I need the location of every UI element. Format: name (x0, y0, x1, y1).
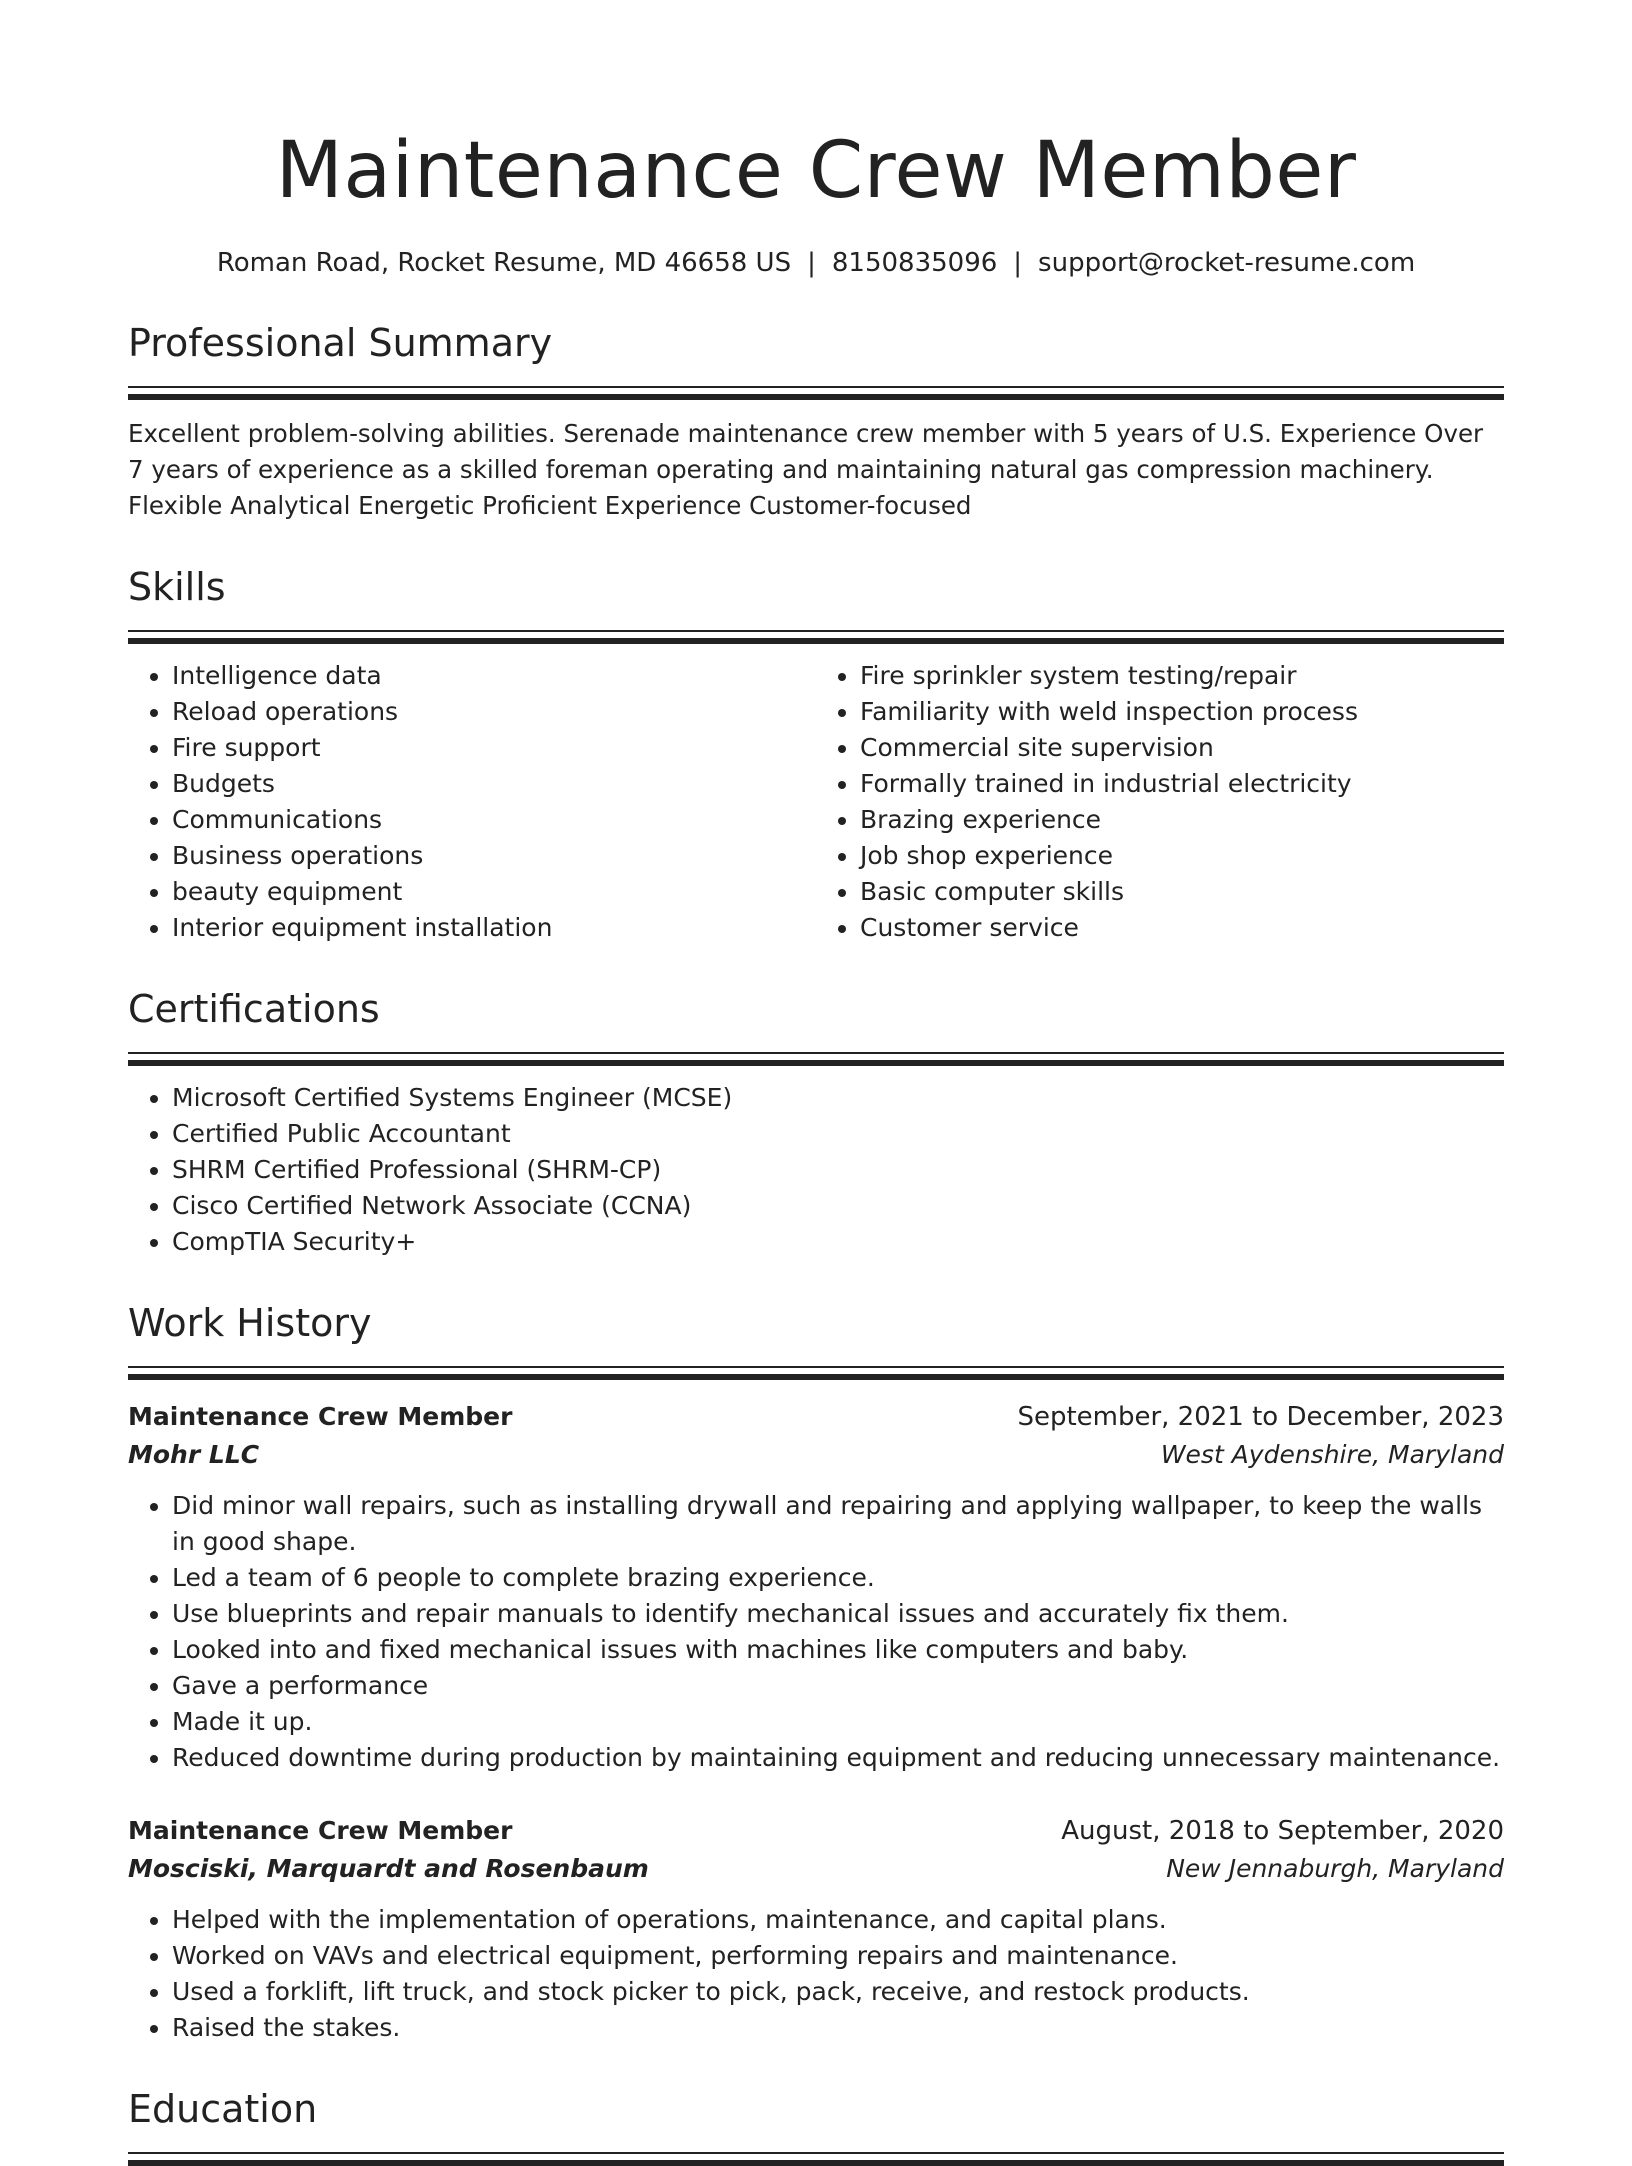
job-duty-item: • Led a team of 6 people to complete brazing experience. (172, 1560, 1504, 1596)
skill-item: • Fire sprinkler system testing/repair (860, 658, 1504, 694)
section-heading-education: Education (128, 2087, 318, 2131)
skill-item: • Intelligence data (172, 658, 816, 694)
skills-section (128, 564, 1504, 946)
resume-title: Maintenance Crew Member (275, 126, 1357, 216)
section-heading-skills: Skills (128, 565, 226, 609)
job-company: Mosciski, Marquardt and Rosenbaum (128, 1854, 649, 1883)
job-duty-item: • Used a forklift, lift truck, and stock picker to pick, pack, receive, and restock products. (172, 1974, 1504, 2010)
skill-item: • Reload operations (172, 694, 816, 730)
job-duties-list (128, 1488, 1504, 1776)
certification-item: • SHRM Certified Professional (SHRM-CP) (172, 1152, 1504, 1188)
skill-item: • Customer service (860, 910, 1504, 946)
skill-item: • Fire support (172, 730, 816, 766)
job-duty-item: • Helped with the implementation of operations, maintenance, and capital plans. (172, 1902, 1504, 1938)
skill-item: • Budgets (172, 766, 816, 802)
section-divider (128, 386, 1504, 400)
contact-line (128, 246, 1504, 280)
skill-item: • Brazing experience (860, 802, 1504, 838)
job-duty-item: • Use blueprints and repair manuals to identify mechanical issues and accurately fix them. (172, 1596, 1504, 1632)
skill-item: • Business operations (172, 838, 816, 874)
section-heading-work-history: Work History (128, 1301, 372, 1345)
section-divider (128, 2152, 1504, 2166)
contact-separator: | (1013, 248, 1023, 278)
job-company: Mohr LLC (128, 1440, 260, 1469)
job-duty-item: • Gave a performance (172, 1668, 1504, 1704)
skills-columns (128, 644, 1504, 946)
section-heading-summary: Professional Summary (128, 321, 553, 365)
skill-item: • Communications (172, 802, 816, 838)
skill-item: • Job shop experience (860, 838, 1504, 874)
certification-item: • Certified Public Accountant (172, 1116, 1504, 1152)
job-title: Maintenance Crew Member (128, 1402, 513, 1431)
skill-item: • Formally trained in industrial electricity (860, 766, 1504, 802)
contact-email: support@rocket-resume.com (1038, 248, 1416, 278)
section-divider (128, 1366, 1504, 1380)
job-duty-item: • Made it up. (172, 1704, 1504, 1740)
job-title: Maintenance Crew Member (128, 1816, 513, 1845)
job-location: West Aydenshire, Maryland (1160, 1440, 1504, 1469)
job-location: New Jennaburgh, Maryland (1166, 1854, 1504, 1883)
job-entry (128, 1812, 1504, 2046)
job-duty-item: • Reduced downtime during production by maintaining equipment and reducing unnecessary maintenance. (172, 1740, 1504, 1776)
certification-item: • Microsoft Certified Systems Engineer (MCSE) (172, 1080, 1504, 1116)
job-duty-item: • Did minor wall repairs, such as installing drywall and repairing and applying wallpaper, to keep the walls in good shape. (172, 1488, 1504, 1560)
skill-item: • beauty equipment (172, 874, 816, 910)
certifications-section (128, 986, 1504, 1260)
certification-item: • Cisco Certified Network Associate (CCNA) (172, 1188, 1504, 1224)
section-heading-certifications: Certifications (128, 987, 380, 1031)
section-divider (128, 630, 1504, 644)
job-duty-item: • Raised the stakes. (172, 2010, 1504, 2046)
summary-section (128, 320, 1504, 524)
education-section (128, 2086, 1504, 2166)
skill-item: • Basic computer skills (860, 874, 1504, 910)
contact-phone: 8150835096 (831, 248, 998, 278)
certifications-list (128, 1080, 1504, 1260)
work-history-section (128, 1300, 1504, 2046)
job-dates: August, 2018 to September, 2020 (1061, 1816, 1504, 1846)
skill-item: • Familiarity with weld inspection process (860, 694, 1504, 730)
skill-item: • Commercial site supervision (860, 730, 1504, 766)
job-entry (128, 1398, 1504, 1776)
skill-item: • Interior equipment installation (172, 910, 816, 946)
job-header-row (128, 1812, 1504, 1850)
skills-list-right (816, 658, 1504, 946)
job-duties-list (128, 1902, 1504, 2046)
job-company-row (128, 1436, 1504, 1474)
summary-text: Excellent problem-solving abilities. Serenade maintenance crew member with 5 years of U.S. Experience Over 7 years of experience as a skilled foreman operating and maintaining natural gas compression machinery. Flexible Analytical Energetic Proficient Experience Customer-focused (128, 419, 1484, 520)
job-duty-item: • Worked on VAVs and electrical equipment, performing repairs and maintenance. (172, 1938, 1504, 1974)
job-dates: September, 2021 to December, 2023 (1017, 1402, 1504, 1432)
certification-item: • CompTIA Security+ (172, 1224, 1504, 1260)
contact-address: Roman Road, Rocket Resume, MD 46658 US (216, 248, 792, 278)
job-duty-item: • Looked into and fixed mechanical issues with machines like computers and baby. (172, 1632, 1504, 1668)
section-divider (128, 1052, 1504, 1066)
job-company-row (128, 1850, 1504, 1888)
skills-list-left (128, 658, 816, 946)
contact-separator: | (807, 248, 816, 278)
job-header-row (128, 1398, 1504, 1436)
